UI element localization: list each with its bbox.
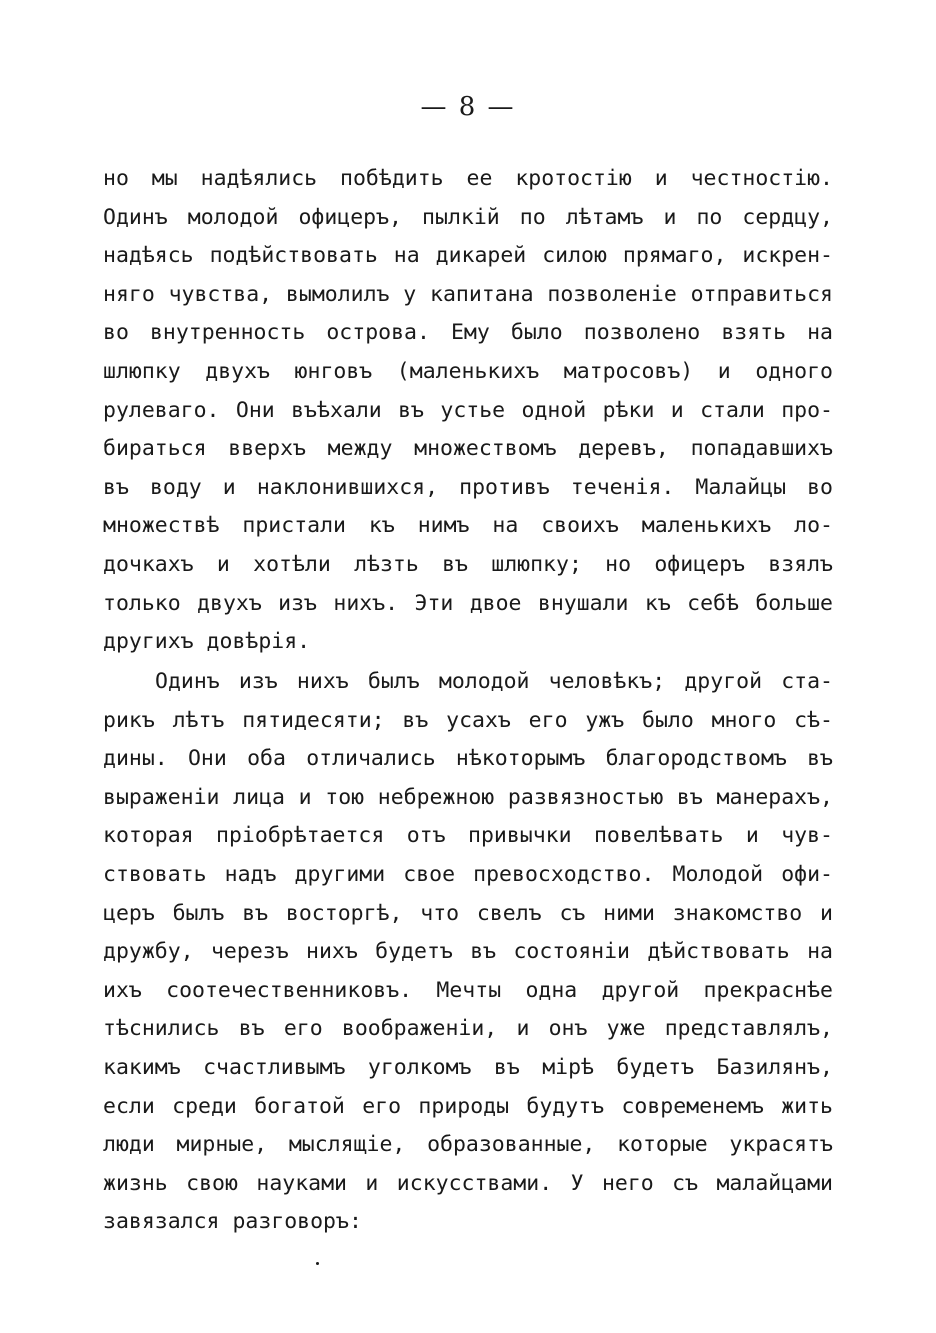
text-line: дины. Они оба отличались нѣкоторымъ благородствомъ въ xyxy=(103,746,833,772)
paragraph-1 xyxy=(103,160,833,662)
ink-speck xyxy=(316,1262,319,1265)
text-line: бираться вверхъ между множествомъ деревъ, попадавшихъ xyxy=(103,436,833,462)
text-line: тѣснились въ его воображеніи, и онъ уже представлялъ, xyxy=(103,1016,833,1042)
page-number: — 8 — xyxy=(420,92,516,122)
text-line: Одинъ изъ нихъ былъ молодой человѣкъ; другой ста- xyxy=(155,669,833,694)
text-line: люди мирные, мыслящіе, образованные, которые украсятъ xyxy=(103,1132,833,1158)
text-line: только двухъ изъ нихъ. Эти двое внушали къ себѣ больше xyxy=(103,590,833,616)
text-line: но мы надѣялись побѣдить ее кротостію и честностію. xyxy=(103,166,833,191)
text-line: жизнь свою науками и искусствами. У него съ малайцами xyxy=(103,1170,833,1196)
text-line: надѣясь подѣйствовать на дикарей силою прямаго, искрен- xyxy=(103,243,833,269)
text-line: завязался разговоръ: xyxy=(103,1209,362,1235)
text-line: дочкахъ и хотѣли лѣзть въ шлюпку; но офицеръ взялъ xyxy=(103,551,833,577)
text-line: въ воду и наклонившихся, противъ теченія. Малайцы во xyxy=(103,474,833,500)
text-line: рикъ лѣтъ пятидесяти; въ усахъ его ужъ было много сѣ- xyxy=(103,707,833,733)
text-line: выраженіи лица и тою небрежною развязностью въ манерахъ, xyxy=(103,784,833,810)
text-line: во внутренность острова. Ему было позволено взять на xyxy=(103,320,833,346)
text-line: другихъ довѣрія. xyxy=(103,629,311,655)
text-line: ихъ соотечественниковъ. Мечты одна другой прекраснѣе xyxy=(103,977,833,1003)
text-line: Одинъ молодой офицеръ, пылкій по лѣтамъ и по сердцу, xyxy=(103,204,833,230)
text-line: множествѣ пристали къ нимъ на своихъ маленькихъ ло- xyxy=(103,513,833,539)
paragraph-2 xyxy=(103,663,833,1242)
text-line: шлюпку двухъ юнговъ (маленькихъ матросовъ) и одного xyxy=(103,358,833,384)
text-line: церъ былъ въ восторгѣ, что свелъ съ ними знакомство и xyxy=(103,900,833,926)
text-line: дружбу, черезъ нихъ будетъ въ состояніи дѣйствовать на xyxy=(103,939,833,965)
text-line: рулеваго. Они въѣхали въ устье одной рѣки и стали про- xyxy=(103,397,833,423)
text-line: какимъ счастливымъ уголкомъ въ мірѣ будетъ Базилянъ, xyxy=(103,1054,833,1080)
text-line: няго чувства, вымолилъ у капитана позволеніе отправиться xyxy=(103,281,833,307)
text-line: которая пріобрѣтается отъ привычки повелѣвать и чув- xyxy=(103,823,833,849)
text-line: ствовать надъ другими свое превосходство. Молодой офи- xyxy=(103,861,833,887)
text-line: если среди богатой его природы будутъ современемъ жить xyxy=(103,1093,833,1119)
